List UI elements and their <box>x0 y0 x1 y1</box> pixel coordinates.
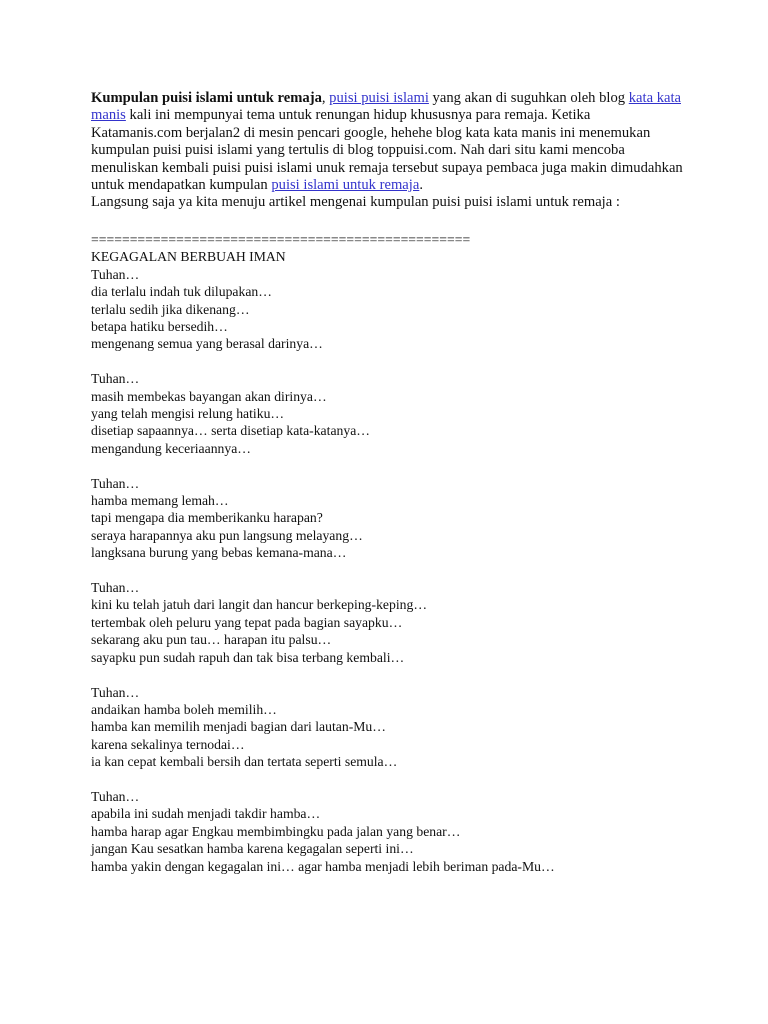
poem-stanza <box>91 788 691 875</box>
poem-line: ia kan cepat kembali bersih dan tertata seperti semula… <box>91 754 398 770</box>
poem-stanza <box>91 475 691 562</box>
poem-line: dia terlalu indah tuk dilupakan… <box>91 284 272 300</box>
poem-line: sayapku pun sudah rapuh dan tak bisa terbang kembali… <box>91 649 405 665</box>
link-kata-kata-manis[interactable]: kata kata manis <box>91 90 681 124</box>
poem-line: karena sekalinya ternodai… <box>91 736 245 752</box>
intro-last-line: Langsung saja ya kita menuju artikel mengenai kumpulan puisi puisi islami untuk remaja : <box>91 194 620 211</box>
poem-section <box>91 231 691 892</box>
poem-line: betapa hatiku bersedih… <box>91 319 228 335</box>
poem-line: masih membekas bayangan akan dirinya… <box>91 388 327 404</box>
intro-text-2: kali ini mempunyai tema untuk renungan hidup khususnya para remaja. Ketika Katamanis.com berjalan2 di mesin pencari google, hehehe blog kata kata manis ini menemukan kumpulan puisi puisi islami yang tertulis di blog toppuisi.com. Nah dari situ kami mencoba menuliskan kembali puisi puisi islami unuk remaja tersebut supaya pembaca juga makin dimudahkan untuk mendapatkan kumpulan <box>91 107 683 194</box>
separator-rule: ================================================= <box>91 232 471 247</box>
poem-line: Tuhan… <box>91 371 140 387</box>
poem-line: disetiap sapaannya… serta disetiap kata-katanya… <box>91 423 370 439</box>
poem-line: tertembak oleh peluru yang tepat pada bagian sayapku… <box>91 614 403 630</box>
poem-line: langksana burung yang bebas kemana-mana… <box>91 545 347 561</box>
poem-line: hamba memang lemah… <box>91 493 229 509</box>
intro-text-1: yang akan di suguhkan oleh blog <box>428 90 629 106</box>
link-puisi-puisi-islami[interactable]: puisi puisi islami <box>329 90 429 106</box>
poem-line: Tuhan… <box>91 684 140 700</box>
poem-line: andaikan hamba boleh memilih… <box>91 701 277 717</box>
poem-line: Tuhan… <box>91 580 140 596</box>
poem-line: hamba yakin dengan kegagalan ini… agar hamba menjadi lebih beriman pada-Mu… <box>91 858 555 874</box>
poem-title: KEGAGALAN BERBUAH IMAN <box>91 249 286 265</box>
poem-line: hamba harap agar Engkau membimbingku pada jalan yang benar… <box>91 823 461 839</box>
poem-line: Tuhan… <box>91 475 140 491</box>
poem-line: jangan Kau sesatkan hamba karena kegagalan seperti ini… <box>91 841 414 857</box>
poem-stanza <box>91 684 691 771</box>
poem-line: Tuhan… <box>91 788 140 804</box>
intro-section <box>91 90 683 212</box>
poem-line: tapi mengapa dia memberikanku harapan? <box>91 510 323 526</box>
poem-line: terlalu sedih jika dikenang… <box>91 301 250 317</box>
poem-line: apabila ini sudah menjadi takdir hamba… <box>91 806 321 822</box>
poem-stanzas <box>91 266 691 875</box>
intro-paragraph <box>91 90 683 194</box>
poem-line: mengenang semua yang berasal darinya… <box>91 336 323 352</box>
poem-line: Tuhan… <box>91 266 140 282</box>
intro-text-3: . <box>419 177 423 194</box>
poem-line: yang telah mengisi relung hatiku… <box>91 406 285 422</box>
poem-stanza <box>91 266 691 353</box>
poem-line: kini ku telah jatuh dari langit dan hancur berkeping-keping… <box>91 597 428 613</box>
link-puisi-islami-untuk-remaja[interactable]: puisi islami untuk remaja <box>271 177 420 194</box>
poem-line: hamba kan memilih menjadi bagian dari lautan-Mu… <box>91 719 386 735</box>
intro-separator: , <box>321 90 330 106</box>
intro-bold-lead: Kumpulan puisi islami untuk remaja <box>91 90 322 106</box>
poem-stanza <box>91 579 691 666</box>
poem-line: seraya harapannya aku pun langsung melayang… <box>91 527 363 543</box>
poem-line: mengandung keceriaannya… <box>91 440 251 456</box>
poem-stanza <box>91 370 691 457</box>
poem-line: sekarang aku pun tau… harapan itu palsu… <box>91 632 332 648</box>
